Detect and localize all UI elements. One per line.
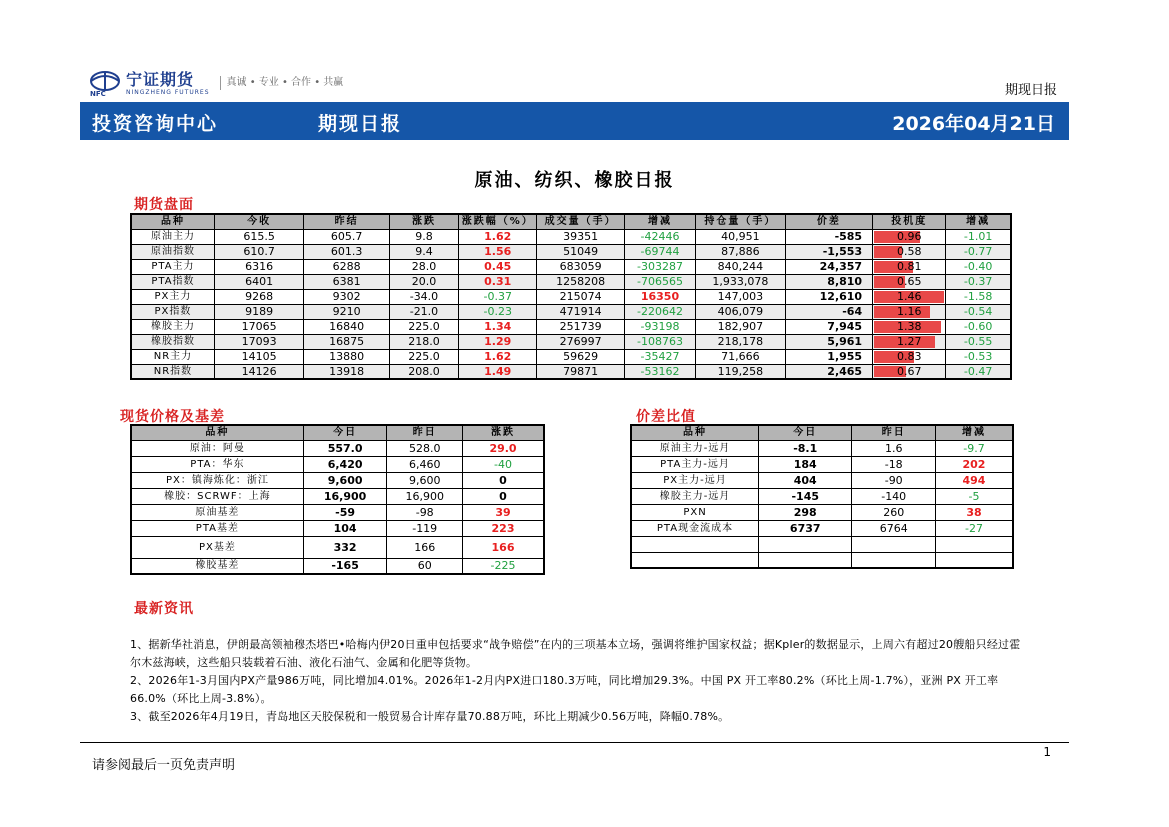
cell-value: -35427 [624, 349, 695, 364]
cell-value: 6288 [304, 259, 389, 274]
cell-value: -98 [387, 504, 463, 520]
spread-table [630, 424, 1014, 569]
cell-value [759, 536, 852, 552]
cell-value: 332 [303, 536, 387, 558]
commodity-name: PTA指数 [131, 274, 214, 289]
table-row [131, 274, 1011, 289]
logo-abbr: NFC [90, 90, 106, 97]
cell-value: 119,258 [696, 364, 786, 379]
cell-value: -0.23 [459, 304, 537, 319]
cell-value: 13880 [304, 349, 389, 364]
cell-value: -1.58 [946, 289, 1011, 304]
cell-value: -303287 [624, 259, 695, 274]
cell-value: -53162 [624, 364, 695, 379]
cell-value: -0.55 [946, 334, 1011, 349]
company-logo [88, 66, 348, 100]
cell-value: 1258208 [537, 274, 624, 289]
page-title: 原油、纺织、橡胶日报 [474, 170, 675, 191]
cell-value [852, 552, 936, 568]
table-row [131, 229, 1011, 244]
item-name: 原油基差 [131, 504, 303, 520]
item-name: 原油主力-远月 [631, 440, 759, 456]
item-name: PX：镇海炼化：浙江 [131, 472, 303, 488]
cell-value [759, 552, 852, 568]
column-header: 昨结 [304, 214, 389, 229]
cell-value: 166 [463, 536, 544, 558]
column-header: 成交量（手） [537, 214, 624, 229]
spot-table [130, 424, 545, 575]
cell-value: 24,357 [785, 259, 872, 274]
commodity-name: 橡胶主力 [131, 319, 214, 334]
cell-value: 494 [935, 472, 1013, 488]
column-header: 今收 [214, 214, 304, 229]
cell-value: 39351 [537, 229, 624, 244]
cell-value: 0 [463, 488, 544, 504]
cell-value: 51049 [537, 244, 624, 259]
cell-value: -93198 [624, 319, 695, 334]
cell-value: -706565 [624, 274, 695, 289]
cell-value: 0 [463, 472, 544, 488]
cell-value: 79871 [537, 364, 624, 379]
cell-value: -0.60 [946, 319, 1011, 334]
cell-value: -140 [852, 488, 936, 504]
cell-value: 40,951 [696, 229, 786, 244]
column-header: 品种 [631, 425, 759, 440]
speculation-value: 0.65 [896, 275, 922, 288]
table-row [131, 304, 1011, 319]
table-row [631, 520, 1013, 536]
cell-value: 0.45 [459, 259, 537, 274]
cell-value: 225.0 [389, 319, 458, 334]
cell-value [935, 552, 1013, 568]
column-header: 涨跌 [389, 214, 458, 229]
table-row [131, 364, 1011, 379]
cell-value: 2,465 [785, 364, 872, 379]
item-name: PX主力-远月 [631, 472, 759, 488]
banner-department: 投资咨询中心 [92, 113, 219, 135]
commodity-name: PX主力 [131, 289, 214, 304]
speculation-cell [873, 349, 946, 364]
news-item: 1、据新华社消息，伊朗最高领袖穆杰塔巴•哈梅内伊20日重申包括要求“战争赔偿”在内的三项基本立场，强调将维护国家权益；据Kpler的数据显示，上周六有超过20艘船只经过霍尔木兹海峡，这些船只装载着石油、液化石油气、金属和化肥等货物。 [130, 638, 1021, 669]
cell-value: 1,933,078 [696, 274, 786, 289]
cell-value: 16875 [304, 334, 389, 349]
cell-value: -165 [303, 558, 387, 574]
cell-value: -9.7 [935, 440, 1013, 456]
cell-value: -90 [852, 472, 936, 488]
speculation-cell [873, 259, 946, 274]
cell-value: -8.1 [759, 440, 852, 456]
item-name: PX基差 [131, 536, 303, 558]
cell-value: 147,003 [696, 289, 786, 304]
column-header: 今日 [303, 425, 387, 440]
cell-value: 840,244 [696, 259, 786, 274]
column-header: 投机度 [873, 214, 946, 229]
table-row [631, 472, 1013, 488]
cell-value: -69744 [624, 244, 695, 259]
cell-value: -119 [387, 520, 463, 536]
column-header: 涨跌 [463, 425, 544, 440]
cell-value: 9,600 [387, 472, 463, 488]
item-name [631, 536, 759, 552]
cell-value: 16350 [624, 289, 695, 304]
table-row [131, 504, 544, 520]
cell-value: 6316 [214, 259, 304, 274]
cell-value [852, 536, 936, 552]
commodity-name: NR主力 [131, 349, 214, 364]
cell-value: 1.34 [459, 319, 537, 334]
table-row [131, 536, 544, 558]
cell-value: 225.0 [389, 349, 458, 364]
column-header: 昨日 [387, 425, 463, 440]
commodity-name: PX指数 [131, 304, 214, 319]
item-name: 橡胶：SCRWF：上海 [131, 488, 303, 504]
cell-value: 13918 [304, 364, 389, 379]
cell-value: 683059 [537, 259, 624, 274]
spot-section-title: 现货价格及基差 [120, 409, 225, 425]
cell-value: 215074 [537, 289, 624, 304]
cell-value: 1,955 [785, 349, 872, 364]
cell-value: -0.77 [946, 244, 1011, 259]
disclaimer-text: 请参阅最后一页免责声明 [92, 758, 236, 773]
banner-date: 2026年04月21日 [892, 113, 1055, 135]
cell-value: 6,420 [303, 456, 387, 472]
cell-value: 5,961 [785, 334, 872, 349]
cell-value: 1.49 [459, 364, 537, 379]
page-number: 1 [1043, 745, 1051, 759]
speculation-cell [873, 244, 946, 259]
cell-value: 471914 [537, 304, 624, 319]
cell-value: 615.5 [214, 229, 304, 244]
logo-cn-text: 宁证期货 [126, 69, 195, 89]
cell-value: -0.40 [946, 259, 1011, 274]
futures-section-title: 期货盘面 [134, 197, 194, 213]
report-type-label: 期现日报 [1004, 83, 1057, 98]
item-name: PTA基差 [131, 520, 303, 536]
table-row [131, 520, 544, 536]
cell-value: 9189 [214, 304, 304, 319]
speculation-cell [873, 364, 946, 379]
logo-en-text: NINGZHENG FUTURES [126, 88, 210, 96]
column-header: 昨日 [852, 425, 936, 440]
cell-value: 9302 [304, 289, 389, 304]
cell-value: 605.7 [304, 229, 389, 244]
cell-value: -0.54 [946, 304, 1011, 319]
table-row [131, 244, 1011, 259]
cell-value: 1.6 [852, 440, 936, 456]
cell-value: 1.29 [459, 334, 537, 349]
cell-value: -21.0 [389, 304, 458, 319]
cell-value: 38 [935, 504, 1013, 520]
table-row [131, 319, 1011, 334]
item-name: PTA：华东 [131, 456, 303, 472]
cell-value: -34.0 [389, 289, 458, 304]
cell-value: 6401 [214, 274, 304, 289]
cell-value: -59 [303, 504, 387, 520]
cell-value: -18 [852, 456, 936, 472]
futures-table [130, 213, 1012, 380]
item-name: 橡胶基差 [131, 558, 303, 574]
column-header: 涨跌幅（%） [459, 214, 537, 229]
cell-value: 9268 [214, 289, 304, 304]
speculation-value: 1.27 [896, 335, 922, 348]
cell-value: 166 [387, 536, 463, 558]
cell-value: 1.62 [459, 229, 537, 244]
cell-value: 9210 [304, 304, 389, 319]
cell-value: 557.0 [303, 440, 387, 456]
cell-value: 184 [759, 456, 852, 472]
cell-value: 251739 [537, 319, 624, 334]
column-header: 增减 [935, 425, 1013, 440]
table-row [631, 504, 1013, 520]
cell-value: -225 [463, 558, 544, 574]
column-header: 价差 [785, 214, 872, 229]
cell-value: -145 [759, 488, 852, 504]
cell-value: 8,810 [785, 274, 872, 289]
news-list [130, 636, 1030, 726]
cell-value: -64 [785, 304, 872, 319]
commodity-name: PTA主力 [131, 259, 214, 274]
table-row [631, 552, 1013, 568]
item-name [631, 552, 759, 568]
cell-value: 406,079 [696, 304, 786, 319]
table-row [631, 536, 1013, 552]
item-name: PXN [631, 504, 759, 520]
cell-value: 6737 [759, 520, 852, 536]
cell-value: -40 [463, 456, 544, 472]
speculation-value: 0.96 [896, 230, 922, 243]
spread-section-title: 价差比值 [636, 409, 696, 425]
table-row [131, 259, 1011, 274]
column-header: 今日 [759, 425, 852, 440]
cell-value: 1.62 [459, 349, 537, 364]
speculation-value: 0.81 [896, 260, 922, 273]
column-header: 品种 [131, 214, 214, 229]
commodity-name: NR指数 [131, 364, 214, 379]
cell-value: 276997 [537, 334, 624, 349]
speculation-value: 0.58 [896, 245, 922, 258]
commodity-name: 原油指数 [131, 244, 214, 259]
cell-value: 7,945 [785, 319, 872, 334]
cell-value: 60 [387, 558, 463, 574]
column-header: 持仓量（手） [696, 214, 786, 229]
cell-value: 6,460 [387, 456, 463, 472]
table-row [631, 488, 1013, 504]
column-header: 增减 [624, 214, 695, 229]
cell-value: -0.37 [946, 274, 1011, 289]
cell-value: -0.37 [459, 289, 537, 304]
cell-value: 104 [303, 520, 387, 536]
cell-value: -27 [935, 520, 1013, 536]
logo-slogan: 真诚 • 专业 • 合作 • 共赢 [220, 76, 344, 90]
speculation-value: 1.46 [896, 290, 922, 303]
cell-value: 17065 [214, 319, 304, 334]
cell-value: 218,178 [696, 334, 786, 349]
header-banner [80, 102, 1069, 140]
column-header: 增减 [946, 214, 1011, 229]
cell-value: 39 [463, 504, 544, 520]
cell-value: 6381 [304, 274, 389, 289]
cell-value: 29.0 [463, 440, 544, 456]
news-item: 2、2026年1-3月国内PX产量986万吨，同比增加4.01%。2026年1-2月内PX进口180.3万吨，同比增加29.3%。中国 PX 开工率80.2%（环比上周-1.7%），亚洲 PX 开工率66.0%（环比上周-3.8%）。 [130, 674, 999, 705]
cell-value: 17093 [214, 334, 304, 349]
cell-value: 14126 [214, 364, 304, 379]
cell-value: 223 [463, 520, 544, 536]
table-row [631, 456, 1013, 472]
cell-value: 6764 [852, 520, 936, 536]
cell-value: 16,900 [387, 488, 463, 504]
commodity-name: 橡胶指数 [131, 334, 214, 349]
cell-value: 182,907 [696, 319, 786, 334]
cell-value: 16840 [304, 319, 389, 334]
speculation-cell [873, 274, 946, 289]
cell-value: 71,666 [696, 349, 786, 364]
table-row [131, 334, 1011, 349]
cell-value: -1.01 [946, 229, 1011, 244]
table-row [631, 440, 1013, 456]
table-row [131, 558, 544, 574]
cell-value: 404 [759, 472, 852, 488]
cell-value: 9.4 [389, 244, 458, 259]
cell-value: -0.53 [946, 349, 1011, 364]
cell-value: -0.47 [946, 364, 1011, 379]
cell-value: 9,600 [303, 472, 387, 488]
cell-value: 9.8 [389, 229, 458, 244]
item-name: 橡胶主力-远月 [631, 488, 759, 504]
item-name: 原油：阿曼 [131, 440, 303, 456]
cell-value: -42446 [624, 229, 695, 244]
globe-logo-icon [88, 69, 122, 97]
cell-value: 298 [759, 504, 852, 520]
cell-value: 16,900 [303, 488, 387, 504]
speculation-value: 0.67 [896, 364, 922, 378]
table-row [131, 472, 544, 488]
table-row [131, 456, 544, 472]
speculation-value: 0.83 [896, 350, 922, 363]
speculation-cell [873, 229, 946, 244]
table-row [131, 349, 1011, 364]
cell-value: 1.56 [459, 244, 537, 259]
table-row [131, 488, 544, 504]
commodity-name: 原油主力 [131, 229, 214, 244]
item-name: PTA现金流成本 [631, 520, 759, 536]
cell-value: 12,610 [785, 289, 872, 304]
table-row [131, 289, 1011, 304]
cell-value: 218.0 [389, 334, 458, 349]
news-section-title: 最新资讯 [134, 601, 194, 617]
cell-value [935, 536, 1013, 552]
cell-value: -1,553 [785, 244, 872, 259]
cell-value: 0.31 [459, 274, 537, 289]
news-item: 3、截至2026年4月19日，青岛地区天胶保税和一般贸易合计库存量70.88万吨，环比上期减少0.56万吨，降幅0.78%。 [130, 710, 730, 723]
cell-value: 202 [935, 456, 1013, 472]
banner-report-type: 期现日报 [318, 113, 403, 135]
table-row [131, 440, 544, 456]
cell-value: 87,886 [696, 244, 786, 259]
cell-value: 601.3 [304, 244, 389, 259]
speculation-cell [873, 319, 946, 334]
cell-value: 14105 [214, 349, 304, 364]
cell-value: 260 [852, 504, 936, 520]
footer-divider [80, 742, 1069, 743]
cell-value: -585 [785, 229, 872, 244]
cell-value: -220642 [624, 304, 695, 319]
cell-value: 528.0 [387, 440, 463, 456]
cell-value: -5 [935, 488, 1013, 504]
speculation-cell [873, 304, 946, 319]
speculation-cell [873, 334, 946, 349]
column-header: 品种 [131, 425, 303, 440]
cell-value: 610.7 [214, 244, 304, 259]
speculation-value: 1.16 [896, 305, 922, 318]
cell-value: 28.0 [389, 259, 458, 274]
cell-value: -108763 [624, 334, 695, 349]
item-name: PTA主力-远月 [631, 456, 759, 472]
speculation-value: 1.38 [896, 320, 922, 333]
cell-value: 208.0 [389, 364, 458, 379]
speculation-cell [873, 289, 946, 304]
cell-value: 20.0 [389, 274, 458, 289]
cell-value: 59629 [537, 349, 624, 364]
